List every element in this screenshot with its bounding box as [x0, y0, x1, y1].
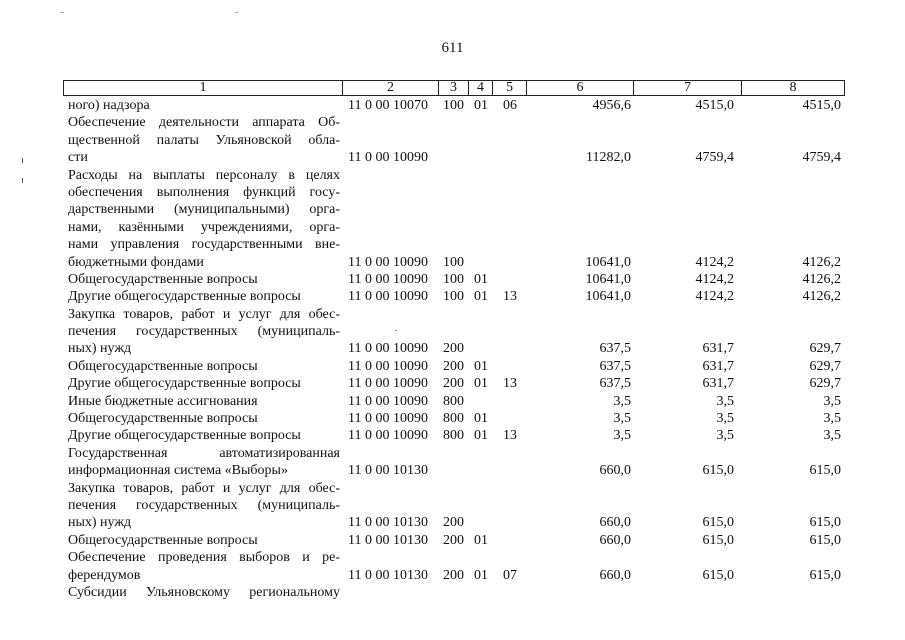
row-name: Общегосударственные вопросы [68, 411, 258, 427]
row-code: 11 0 00 10090 [348, 358, 428, 374]
page-number: 611 [441, 40, 464, 56]
row-value-2024: 615,0 [702, 567, 734, 583]
row-value-2023: 3,5 [613, 411, 631, 427]
row-value-2023: 3,5 [613, 393, 631, 409]
table-row [0, 567, 905, 584]
row-vr: 100 [443, 254, 464, 270]
row-name: Иные бюджетные ассигнования [68, 393, 258, 409]
row-pr: 13 [503, 289, 517, 305]
table-row [0, 584, 905, 601]
row-value-2024: 615,0 [702, 515, 734, 531]
row-name: Закупка товаров, работ и услуг для обес- [68, 480, 340, 496]
table-row [0, 427, 905, 444]
row-name: информационная система «Выборы» [68, 463, 288, 479]
row-value-2025: 629,7 [809, 376, 841, 392]
row-value-2025: 615,0 [809, 567, 841, 583]
row-name: ферендумов [68, 567, 141, 583]
row-vr: 800 [443, 428, 464, 444]
row-vr: 200 [443, 567, 464, 583]
row-vr: 100 [443, 289, 464, 305]
table-row [0, 532, 905, 549]
row-name: печения государственных (муниципаль- [68, 324, 340, 340]
row-code: 11 0 00 10130 [348, 463, 428, 479]
row-rz: 01 [474, 567, 488, 583]
row-code: 11 0 00 10090 [348, 341, 428, 357]
row-name: Общегосударственные вопросы [68, 358, 258, 374]
row-name: обеспечения выполнения функций госу- [68, 184, 340, 200]
table-row [0, 410, 905, 427]
table-row [0, 514, 905, 531]
row-code: 11 0 00 10090 [348, 428, 428, 444]
row-value-2023: 11282,0 [586, 150, 631, 166]
row-code: 11 0 00 10130 [348, 515, 428, 531]
row-code: 11 0 00 10090 [348, 150, 428, 166]
row-code: 11 0 00 10130 [348, 532, 428, 548]
table-row [0, 497, 905, 514]
scan-speck [60, 12, 64, 13]
row-value-2025: 4759,4 [802, 150, 841, 166]
row-value-2024: 631,7 [702, 341, 734, 357]
row-rz: 01 [474, 376, 488, 392]
table-row [0, 288, 905, 305]
row-pr: 13 [503, 376, 517, 392]
table-row [0, 549, 905, 566]
row-rz: 01 [474, 411, 488, 427]
row-name: дарственными (муниципальными) орга- [68, 202, 340, 218]
table-row [0, 393, 905, 410]
row-value-2025: 629,7 [809, 358, 841, 374]
row-code: 11 0 00 10090 [348, 393, 428, 409]
row-value-2025: 4126,2 [802, 271, 841, 287]
scan-speck [235, 12, 238, 13]
row-value-2025: 615,0 [809, 463, 841, 479]
row-value-2024: 4124,2 [695, 289, 734, 305]
table-row [0, 167, 905, 184]
row-vr: 100 [443, 98, 464, 113]
row-pr: 06 [503, 98, 517, 113]
row-value-2024: 4124,2 [695, 254, 734, 270]
table-row [0, 97, 905, 114]
row-value-2023: 660,0 [599, 532, 631, 548]
row-name: Общегосударственные вопросы [68, 271, 258, 287]
row-name: бюджетными фондами [68, 254, 204, 270]
row-name: ных) нужд [68, 341, 132, 357]
row-name: ного) надзора [68, 98, 150, 113]
row-value-2024: 615,0 [702, 463, 734, 479]
row-value-2023: 3,5 [613, 428, 631, 444]
row-value-2024: 631,7 [702, 376, 734, 392]
row-value-2025: 615,0 [809, 515, 841, 531]
row-value-2024: 4124,2 [695, 271, 734, 287]
row-vr: 200 [443, 358, 464, 374]
table-row [0, 323, 905, 340]
row-code: 11 0 00 10090 [348, 411, 428, 427]
header-col-6: 6 [526, 81, 633, 95]
row-vr: 200 [443, 532, 464, 548]
header-col-7: 7 [633, 81, 741, 95]
row-value-2024: 3,5 [716, 393, 734, 409]
row-vr: 200 [443, 376, 464, 392]
row-rz: 01 [474, 98, 488, 113]
row-value-2025: 3,5 [823, 393, 841, 409]
row-name: Закупка товаров, работ и услуг для обес- [68, 306, 340, 322]
row-code: 11 0 00 10130 [348, 567, 428, 583]
header-col-1: 1 [199, 80, 207, 95]
row-rz: 01 [474, 289, 488, 305]
table-row [0, 375, 905, 392]
row-value-2025: 4126,2 [802, 289, 841, 305]
row-value-2023: 660,0 [599, 515, 631, 531]
table-row [0, 445, 905, 462]
row-code: 11 0 00 10090 [348, 254, 428, 270]
table-row [0, 132, 905, 149]
table-header [63, 80, 845, 96]
row-value-2024: 631,7 [702, 358, 734, 374]
row-value-2023: 10641,0 [585, 271, 631, 287]
row-name: нами, казёнными учреждениями, орга- [68, 219, 340, 235]
header-col-8: 8 [741, 81, 844, 95]
row-value-2025: 3,5 [823, 411, 841, 427]
row-name: Расходы на выплаты персоналу в целях [68, 167, 340, 183]
row-value-2023: 4956,6 [592, 98, 631, 113]
row-code: 11 0 00 10090 [348, 376, 428, 392]
row-vr: 100 [443, 271, 464, 287]
row-name: Общегосударственные вопросы [68, 532, 258, 548]
header-col-4: 4 [468, 81, 492, 95]
row-value-2023: 10641,0 [585, 289, 631, 305]
header-col-5: 5 [492, 81, 526, 95]
row-rz: 01 [474, 358, 488, 374]
row-rz: 01 [474, 532, 488, 548]
row-name: Субсидии Ульяновскому региональному [68, 584, 340, 600]
row-name: щественной палаты Ульяновской обла- [68, 132, 340, 148]
row-value-2025: 4515,0 [802, 98, 841, 113]
row-name: печения государственных (муниципаль- [68, 497, 340, 513]
table-row [0, 306, 905, 323]
row-name: Другие общегосударственные вопросы [68, 428, 301, 444]
header-col-3: 3 [438, 81, 468, 95]
row-value-2024: 4515,0 [695, 98, 734, 113]
table-row [0, 201, 905, 218]
row-pr: 13 [503, 428, 517, 444]
row-value-2023: 637,5 [599, 358, 631, 374]
table-row [0, 462, 905, 479]
row-rz: 01 [474, 428, 488, 444]
row-value-2024: 3,5 [716, 428, 734, 444]
row-value-2025: 4126,2 [802, 254, 841, 270]
row-value-2023: 637,5 [599, 376, 631, 392]
row-value-2024: 4759,4 [695, 150, 734, 166]
row-code: 11 0 00 10090 [348, 289, 428, 305]
table-row [0, 358, 905, 375]
row-name: Обеспечение деятельности аппарата Об- [68, 115, 340, 131]
row-vr: 200 [443, 515, 464, 531]
row-value-2025: 615,0 [809, 532, 841, 548]
table-row [0, 114, 905, 131]
table-row [0, 184, 905, 201]
table-row [0, 480, 905, 497]
row-value-2023: 660,0 [599, 567, 631, 583]
table-row [0, 219, 905, 236]
header-col-2: 2 [342, 81, 438, 95]
row-name: Обеспечение проведения выборов и ре- [68, 550, 340, 566]
row-name: Другие общегосударственные вопросы [68, 376, 301, 392]
row-value-2025: 3,5 [823, 428, 841, 444]
row-code: 11 0 00 10070 [348, 98, 428, 113]
row-code: 11 0 00 10090 [348, 271, 428, 287]
row-name: сти [68, 150, 88, 166]
row-name: Другие общегосударственные вопросы [68, 289, 301, 305]
row-vr: 200 [443, 341, 464, 357]
table-row [0, 236, 905, 253]
row-name: ных) нужд [68, 515, 132, 531]
row-value-2024: 3,5 [716, 411, 734, 427]
table-row [0, 271, 905, 288]
table-row [0, 340, 905, 357]
row-vr: 800 [443, 393, 464, 409]
row-value-2023: 637,5 [599, 341, 631, 357]
table-body [0, 97, 905, 601]
row-vr: 800 [443, 411, 464, 427]
row-rz: 01 [474, 271, 488, 287]
row-value-2024: 615,0 [702, 532, 734, 548]
row-name: Государственная автоматизированная [68, 445, 340, 461]
row-value-2023: 10641,0 [585, 254, 631, 270]
table-row [0, 254, 905, 271]
row-value-2023: 660,0 [599, 463, 631, 479]
row-value-2025: 629,7 [809, 341, 841, 357]
row-name: нами управления государственными вне- [68, 237, 340, 253]
table-row [0, 149, 905, 166]
row-pr: 07 [503, 567, 517, 583]
